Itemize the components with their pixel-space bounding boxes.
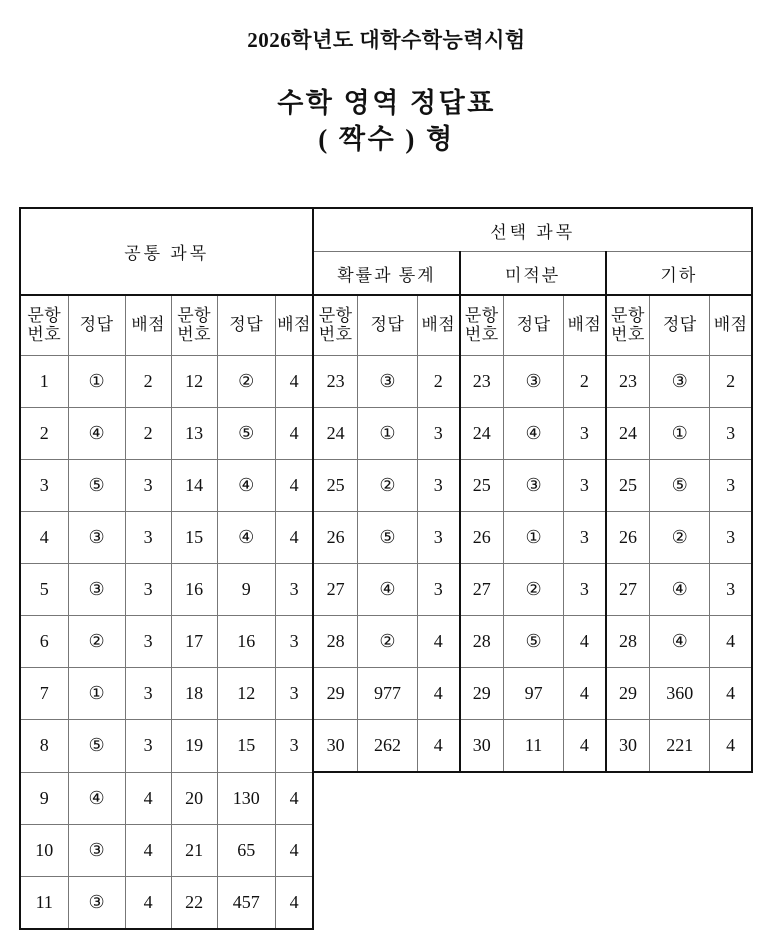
cell-question-no: 12 <box>171 356 217 408</box>
cell-points: 3 <box>710 564 752 616</box>
answer-key-table-wrap <box>19 207 753 930</box>
cell-answer: ③ <box>68 876 125 929</box>
label-line-1: 문항 <box>318 305 353 325</box>
cell-points: 3 <box>564 408 606 460</box>
cell-question-no: 29 <box>460 668 504 720</box>
header-col-answer-elective-1: 정답 <box>357 295 417 356</box>
cell-points: 4 <box>417 616 459 668</box>
cell-answer: 9 <box>217 564 275 616</box>
header-col-points-elective-2: 배점 <box>564 295 606 356</box>
header-col-question-no-elective-3 <box>606 295 650 356</box>
cell-question-no: 19 <box>171 720 217 773</box>
page-title: 수학 영역 정답표 <box>277 88 496 119</box>
cell-answer: ④ <box>650 564 710 616</box>
cell-answer: ② <box>357 616 417 668</box>
table-row <box>20 564 752 616</box>
table-row <box>20 616 752 668</box>
cell-answer: 221 <box>650 720 710 773</box>
cell-points: 4 <box>275 876 313 929</box>
cell-answer: ③ <box>68 564 125 616</box>
cell-points: 3 <box>125 564 171 616</box>
cell-question-no: 23 <box>460 356 504 408</box>
cell-points: 2 <box>710 356 752 408</box>
cell-points: 3 <box>275 720 313 773</box>
cell-answer: ① <box>68 668 125 720</box>
cell-question-no: 2 <box>20 408 68 460</box>
cell-points: 3 <box>564 564 606 616</box>
cell-points: 4 <box>710 720 752 773</box>
cell-answer: 11 <box>504 720 564 773</box>
label-line-1: 문항 <box>177 305 212 325</box>
cell-points: 4 <box>417 668 459 720</box>
cell-question-no: 26 <box>460 512 504 564</box>
cell-points: 4 <box>275 512 313 564</box>
cell-question-no: 17 <box>171 616 217 668</box>
header-col-answer-elective-3: 정답 <box>650 295 710 356</box>
cell-answer: ⑤ <box>357 512 417 564</box>
cell-question-no: 1 <box>20 356 68 408</box>
cell-question-no: 11 <box>20 876 68 929</box>
label-line-1: 문항 <box>611 305 645 325</box>
cell-points: 2 <box>417 356 459 408</box>
cell-points: 2 <box>125 408 171 460</box>
cell-question-no: 16 <box>171 564 217 616</box>
cell-answer: ② <box>68 616 125 668</box>
cell-points: 2 <box>125 356 171 408</box>
label-line-2: 번호 <box>177 324 212 344</box>
cell-answer: ⑤ <box>504 616 564 668</box>
cell-question-no: 24 <box>606 408 650 460</box>
cell-question-no: 7 <box>20 668 68 720</box>
cell-question-no: 28 <box>460 616 504 668</box>
cell-question-no: 23 <box>606 356 650 408</box>
table-row <box>20 460 752 512</box>
header-group-elective: 선택 과목 <box>313 208 752 252</box>
cell-question-no: 3 <box>20 460 68 512</box>
cell-points: 4 <box>564 668 606 720</box>
cell-answer: ③ <box>504 460 564 512</box>
cell-answer: ④ <box>217 460 275 512</box>
cell-points: 3 <box>417 408 459 460</box>
cell-question-no: 30 <box>606 720 650 773</box>
header-row-labels <box>20 295 752 356</box>
cell-points: 3 <box>125 668 171 720</box>
cell-points: 3 <box>125 512 171 564</box>
cell-answer: ⑤ <box>68 460 125 512</box>
cell-question-no: 8 <box>20 720 68 773</box>
cell-points: 4 <box>564 616 606 668</box>
cell-question-no: 6 <box>20 616 68 668</box>
cell-answer: ② <box>217 356 275 408</box>
cell-points: 3 <box>710 512 752 564</box>
cell-answer: ③ <box>504 356 564 408</box>
cell-question-no: 9 <box>20 772 68 824</box>
cell-answer: ⑤ <box>68 720 125 773</box>
cell-answer: ④ <box>504 408 564 460</box>
cell-answer: 360 <box>650 668 710 720</box>
cell-points: 3 <box>125 720 171 773</box>
cell-question-no: 26 <box>606 512 650 564</box>
header-col-answer-common-2: 정답 <box>217 295 275 356</box>
answer-key-table <box>19 207 753 930</box>
header-col-answer-common-1: 정답 <box>68 295 125 356</box>
cell-answer: 130 <box>217 772 275 824</box>
table-row <box>20 408 752 460</box>
label-line-1: 문항 <box>27 305 62 325</box>
cell-points: 3 <box>564 460 606 512</box>
header-col-question-no-common-1 <box>20 295 68 356</box>
cell-answer: ② <box>650 512 710 564</box>
cell-question-no: 30 <box>460 720 504 773</box>
table-row <box>20 772 752 824</box>
exam-year-title: 2026학년도 대학수학능력시험 <box>247 28 526 52</box>
header-row-groups <box>20 208 752 252</box>
label-line-2: 번호 <box>611 324 645 344</box>
exam-form-title: ( 짝수 ) 형 <box>318 123 455 154</box>
cell-answer: ⑤ <box>217 408 275 460</box>
cell-points: 4 <box>417 720 459 773</box>
cell-answer: ① <box>650 408 710 460</box>
cell-points: 2 <box>564 356 606 408</box>
cell-answer: ③ <box>357 356 417 408</box>
cell-answer: 12 <box>217 668 275 720</box>
cell-points: 4 <box>275 460 313 512</box>
header-col-points-elective-1: 배점 <box>417 295 459 356</box>
cell-points: 3 <box>275 668 313 720</box>
cell-answer: 262 <box>357 720 417 773</box>
cell-points: 3 <box>564 512 606 564</box>
cell-question-no: 24 <box>460 408 504 460</box>
cell-points: 3 <box>417 460 459 512</box>
label-line-2: 번호 <box>464 324 499 344</box>
cell-question-no: 15 <box>171 512 217 564</box>
cell-points: 4 <box>125 824 171 876</box>
cell-question-no: 25 <box>313 460 357 512</box>
cell-question-no: 14 <box>171 460 217 512</box>
header-subject-1: 확률과 통계 <box>313 252 459 296</box>
label-line-2: 번호 <box>27 324 62 344</box>
cell-answer: ③ <box>68 824 125 876</box>
cell-points: 4 <box>275 824 313 876</box>
cell-question-no: 10 <box>20 824 68 876</box>
cell-answer: 15 <box>217 720 275 773</box>
table-row <box>20 720 752 773</box>
empty-area <box>313 876 752 929</box>
cell-points: 3 <box>275 564 313 616</box>
label-line-1: 문항 <box>464 305 499 325</box>
cell-answer: 16 <box>217 616 275 668</box>
cell-points: 3 <box>710 408 752 460</box>
header-col-points-common-1: 배점 <box>125 295 171 356</box>
cell-points: 4 <box>275 356 313 408</box>
cell-points: 4 <box>125 876 171 929</box>
header-col-answer-elective-2: 정답 <box>504 295 564 356</box>
cell-answer: 457 <box>217 876 275 929</box>
cell-question-no: 29 <box>606 668 650 720</box>
empty-area <box>313 824 752 876</box>
table-row <box>20 668 752 720</box>
cell-points: 3 <box>710 460 752 512</box>
cell-answer: ④ <box>650 616 710 668</box>
cell-points: 4 <box>275 408 313 460</box>
table-row <box>20 824 752 876</box>
cell-answer: ④ <box>68 408 125 460</box>
cell-answer: 97 <box>504 668 564 720</box>
table-row <box>20 876 752 929</box>
header-group-common: 공통 과목 <box>20 208 313 295</box>
cell-question-no: 29 <box>313 668 357 720</box>
header-col-points-common-2: 배점 <box>275 295 313 356</box>
cell-points: 4 <box>275 772 313 824</box>
header-col-question-no-common-2 <box>171 295 217 356</box>
cell-question-no: 21 <box>171 824 217 876</box>
cell-question-no: 30 <box>313 720 357 773</box>
cell-question-no: 25 <box>460 460 504 512</box>
header-col-points-elective-3: 배점 <box>710 295 752 356</box>
cell-points: 4 <box>564 720 606 773</box>
cell-points: 4 <box>710 616 752 668</box>
cell-question-no: 27 <box>606 564 650 616</box>
header-col-question-no-elective-2 <box>460 295 504 356</box>
cell-question-no: 20 <box>171 772 217 824</box>
cell-question-no: 25 <box>606 460 650 512</box>
cell-answer: ③ <box>650 356 710 408</box>
cell-answer: ④ <box>217 512 275 564</box>
header-subject-3: 기하 <box>606 252 752 296</box>
cell-answer: ② <box>504 564 564 616</box>
cell-answer: ④ <box>68 772 125 824</box>
cell-answer: ⑤ <box>650 460 710 512</box>
cell-question-no: 27 <box>460 564 504 616</box>
cell-answer: ① <box>357 408 417 460</box>
cell-answer: ① <box>68 356 125 408</box>
page-title-block <box>0 0 773 157</box>
empty-area <box>313 772 752 824</box>
cell-points: 4 <box>710 668 752 720</box>
cell-question-no: 13 <box>171 408 217 460</box>
cell-question-no: 5 <box>20 564 68 616</box>
cell-points: 3 <box>417 564 459 616</box>
table-row <box>20 356 752 408</box>
cell-points: 3 <box>125 616 171 668</box>
cell-points: 4 <box>125 772 171 824</box>
table-row <box>20 512 752 564</box>
cell-points: 3 <box>275 616 313 668</box>
cell-question-no: 27 <box>313 564 357 616</box>
cell-question-no: 23 <box>313 356 357 408</box>
label-line-2: 번호 <box>318 324 353 344</box>
cell-answer: 65 <box>217 824 275 876</box>
cell-answer: ② <box>357 460 417 512</box>
cell-question-no: 24 <box>313 408 357 460</box>
cell-points: 3 <box>125 460 171 512</box>
header-col-question-no-elective-1 <box>313 295 357 356</box>
cell-answer: ① <box>504 512 564 564</box>
cell-answer: 977 <box>357 668 417 720</box>
cell-question-no: 4 <box>20 512 68 564</box>
cell-question-no: 18 <box>171 668 217 720</box>
cell-question-no: 26 <box>313 512 357 564</box>
header-subject-2: 미적분 <box>460 252 606 296</box>
cell-answer: ③ <box>68 512 125 564</box>
cell-question-no: 28 <box>313 616 357 668</box>
cell-answer: ④ <box>357 564 417 616</box>
cell-question-no: 28 <box>606 616 650 668</box>
cell-points: 3 <box>417 512 459 564</box>
cell-question-no: 22 <box>171 876 217 929</box>
